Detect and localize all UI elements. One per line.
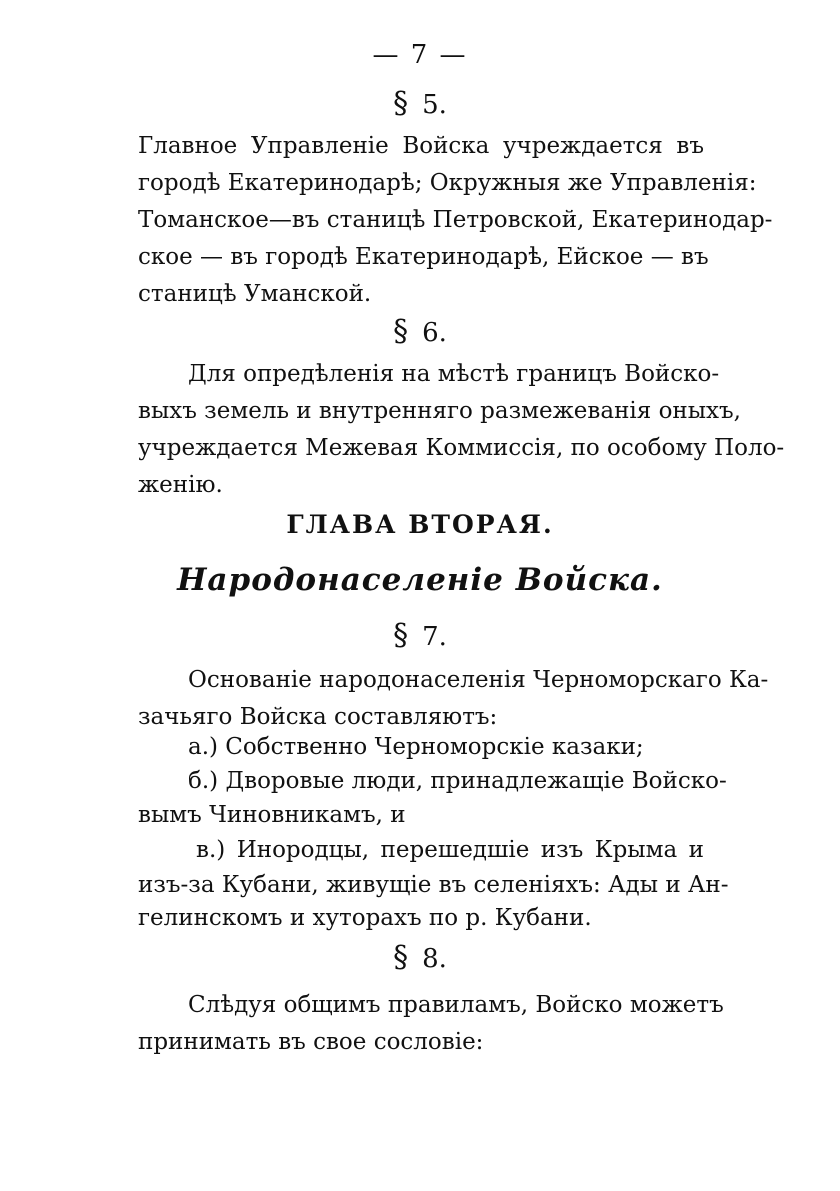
page-number: — 7 — bbox=[372, 40, 468, 70]
paragraph-8-line-2: принимать въ свое сословіе: bbox=[138, 1029, 484, 1055]
section-heading-7 bbox=[0, 618, 840, 653]
paragraph-5-line-3: Томанское—въ станицѣ Петровской, Екатеринодар- bbox=[138, 207, 773, 233]
section-sign: § bbox=[393, 940, 409, 975]
paragraph-7-item-b-line-1: б.) Дворовые люди, принадлежащіе Войско- bbox=[188, 768, 727, 794]
chapter-title: ГЛАВА ВТОРАЯ. bbox=[286, 510, 554, 539]
paragraph-6-line-3: учреждается Межевая Коммиссія, по особому Поло- bbox=[138, 435, 785, 461]
section-heading-8 bbox=[0, 940, 840, 975]
section-sign: § bbox=[393, 618, 409, 653]
section-number: 7. bbox=[422, 622, 447, 652]
section-heading-5 bbox=[0, 86, 840, 121]
section-heading-6 bbox=[0, 314, 840, 349]
paragraph-8-line-1: Слѣдуя общимъ правиламъ, Войско можетъ bbox=[188, 992, 724, 1018]
chapter-subtitle: Народонаселеніе Войска. bbox=[177, 562, 663, 598]
section-sign: § bbox=[393, 86, 409, 121]
paragraph-7-item-b-line-2: вымъ Чиновникамъ, и bbox=[138, 802, 406, 828]
paragraph-7-line-1: Основаніе народонаселенія Черноморскаго Ка- bbox=[188, 667, 769, 693]
paragraph-5-line-2: городѣ Екатеринодарѣ; Окружныя же Управленія: bbox=[138, 170, 757, 196]
paragraph-5-line-5: станицѣ Уманской. bbox=[138, 281, 372, 307]
paragraph-7-line-2: зачьяго Войска составляютъ: bbox=[138, 704, 498, 730]
section-number: 8. bbox=[422, 944, 447, 974]
section-sign: § bbox=[393, 314, 409, 349]
paragraph-7-item-c-line-2: изъ-за Кубани, живущіе въ селеніяхъ: Ады и Ан- bbox=[138, 872, 729, 898]
paragraph-7-item-a: а.) Собственно Черноморскіе казаки; bbox=[188, 734, 644, 760]
paragraph-6-line-2: выхъ земель и внутренняго размежеванія оныхъ, bbox=[138, 398, 741, 424]
paragraph-6-line-1: Для опредѣленія на мѣстѣ границъ Войско- bbox=[188, 361, 720, 387]
section-number: 5. bbox=[422, 90, 447, 120]
section-number: 6. bbox=[422, 318, 447, 348]
paragraph-6-line-4: женію. bbox=[138, 472, 223, 498]
paragraph-7-item-c-line-3: гелинскомъ и хуторахъ по р. Кубани. bbox=[138, 905, 592, 931]
paragraph-5-line-1: Главное Управленіе Войска учреждается въ bbox=[138, 133, 704, 159]
paragraph-7-item-c-line-1: в.) Инородцы, перешедшіе изъ Крыма и bbox=[196, 837, 704, 863]
paragraph-5-line-4: ское — въ городѣ Екатеринодарѣ, Ейское — въ bbox=[138, 244, 709, 270]
